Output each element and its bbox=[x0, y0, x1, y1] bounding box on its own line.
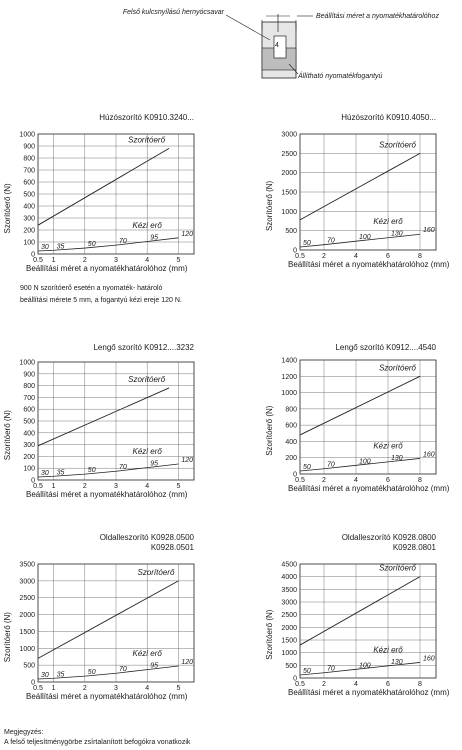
y-tick-label: 200 bbox=[285, 455, 297, 463]
screw-label: Felső kulcsnyílású hernyócsavar bbox=[122, 9, 224, 16]
y-tick-label: 500 bbox=[285, 662, 297, 670]
x-axis-label: Beállítási méret a nyomatékhatárolóhoz (mm) bbox=[288, 260, 450, 269]
y-tick-label: 2000 bbox=[19, 612, 35, 620]
chart-title: Lengő szorító K0912....4540 bbox=[335, 343, 436, 352]
y-tick-label: 3500 bbox=[281, 586, 297, 594]
y-tick-label: 600 bbox=[23, 406, 35, 414]
y-axis-label: Szorítóerő (N) bbox=[265, 609, 274, 660]
plot-frame bbox=[300, 360, 436, 474]
y-tick-label: 1500 bbox=[281, 637, 297, 645]
y-tick-label: 600 bbox=[23, 179, 35, 187]
hand-force-label: Kézi erő bbox=[373, 441, 403, 451]
y-tick-label: 100 bbox=[23, 465, 35, 473]
y-tick-label: 400 bbox=[23, 203, 35, 211]
hand-force-value-label: 70 bbox=[327, 237, 335, 245]
x-tick-label: 2 bbox=[322, 253, 326, 260]
y-tick-label: 1000 bbox=[281, 390, 297, 398]
x-tick-label: 3 bbox=[114, 685, 118, 692]
x-tick-label: 4 bbox=[354, 681, 358, 688]
y-tick-label: 3500 bbox=[19, 561, 35, 569]
x-tick-label: 3 bbox=[114, 483, 118, 490]
hand-force-label: Kézi erő bbox=[373, 217, 403, 227]
x-tick-label: 4 bbox=[145, 257, 150, 264]
y-tick-label: 500 bbox=[285, 228, 297, 236]
hand-force-value-label: 50 bbox=[87, 467, 96, 475]
chart-6 bbox=[265, 533, 450, 697]
hand-force-label: Kézi erő bbox=[132, 649, 162, 659]
example-text bbox=[20, 285, 182, 304]
x-axis-label: Beállítási méret a nyomatékhatárolóhoz (mm) bbox=[288, 484, 450, 493]
x-axis-label: Beállítási méret a nyomatékhatárolóhoz (mm) bbox=[26, 692, 188, 701]
adjustment-screw-drawing bbox=[262, 14, 296, 78]
x-tick-label: 4 bbox=[145, 483, 150, 490]
x-tick-label: 2 bbox=[82, 483, 87, 490]
y-tick-label: 800 bbox=[285, 406, 297, 414]
chart-title-2: K0928.0801 bbox=[392, 543, 436, 552]
x-tick-label: 2 bbox=[322, 477, 326, 484]
chart-2 bbox=[265, 113, 450, 269]
hand-force-value-label: 95 bbox=[150, 234, 158, 242]
y-tick-label: 700 bbox=[23, 167, 35, 175]
y-tick-label: 800 bbox=[23, 383, 35, 391]
y-tick-label: 1400 bbox=[281, 357, 297, 365]
hand-force-value-label: 120 bbox=[181, 659, 194, 667]
x-tick-label: 2 bbox=[82, 685, 87, 692]
chart-4 bbox=[265, 343, 450, 493]
mechanism-diagram bbox=[123, 9, 440, 80]
x-tick-label: 0.5 bbox=[33, 257, 43, 264]
y-tick-label: 1200 bbox=[281, 373, 297, 381]
x-tick-label: 0.5 bbox=[295, 681, 305, 688]
hand-force-value-label: 130 bbox=[391, 454, 403, 462]
clamping-force-label: Szorítóerő bbox=[128, 135, 166, 145]
y-tick-label: 1000 bbox=[281, 208, 297, 216]
hand-force-value-label: 160 bbox=[423, 451, 435, 459]
y-tick-label: 900 bbox=[23, 371, 35, 379]
footnote-heading: Megjegyzés: bbox=[4, 729, 44, 736]
x-tick-label: 8 bbox=[418, 253, 422, 260]
x-tick-label: 2 bbox=[322, 681, 326, 688]
y-tick-label: 3000 bbox=[281, 131, 297, 139]
hand-force-value-label: 100 bbox=[359, 662, 371, 670]
y-tick-label: 200 bbox=[23, 453, 35, 461]
hand-force-value-label: 30 bbox=[41, 244, 49, 251]
y-tick-label: 200 bbox=[23, 227, 35, 235]
hand-force-value-label: 120 bbox=[181, 230, 194, 238]
charts-layer bbox=[3, 113, 450, 701]
hand-force-value-label: 30 bbox=[41, 470, 49, 477]
hand-force-value-label: 50 bbox=[87, 669, 96, 677]
y-tick-label: 0 bbox=[293, 471, 297, 479]
y-tick-label: 2500 bbox=[19, 595, 35, 603]
hand-force-value-label: 100 bbox=[359, 458, 371, 466]
hand-force-value-label: 160 bbox=[423, 655, 435, 663]
chart-title: Lengő szorító K0912....3232 bbox=[93, 343, 194, 352]
hand-force-value-label: 50 bbox=[87, 241, 96, 249]
x-tick-label: 5 bbox=[176, 685, 181, 692]
hand-force-label: Kézi erő bbox=[132, 447, 162, 457]
y-tick-label: 4000 bbox=[281, 574, 297, 582]
hand-force-value-label: 70 bbox=[119, 464, 127, 472]
chart-5 bbox=[3, 533, 195, 701]
x-tick-label: 8 bbox=[418, 477, 422, 484]
hand-force-value-label: 160 bbox=[423, 227, 435, 235]
clamping-force-label: Szorítóerő bbox=[379, 563, 416, 573]
clamping-force-label: Szorítóerő bbox=[137, 567, 175, 577]
footnote-text: A felső teljesítménygörbe zsírtalanított befogókra vonatkozik bbox=[4, 739, 191, 746]
hand-force-value-label: 35 bbox=[56, 671, 65, 679]
chart-title: Oldalleszorító K0928.0800 bbox=[341, 533, 436, 542]
x-tick-label: 1 bbox=[51, 685, 56, 692]
x-tick-label: 5 bbox=[176, 483, 181, 490]
chart-title: Oldalleszorító K0928.0500 bbox=[99, 533, 194, 542]
x-tick-label: 6 bbox=[386, 681, 390, 688]
hand-force-label: Kézi erő bbox=[132, 220, 162, 230]
x-tick-label: 0.5 bbox=[33, 483, 43, 490]
y-tick-label: 900 bbox=[23, 143, 35, 151]
x-tick-label: 6 bbox=[386, 253, 390, 260]
hand-force-value-label: 50 bbox=[303, 240, 311, 247]
x-tick-label: 4 bbox=[354, 253, 358, 260]
hand-force-value-label: 35 bbox=[56, 469, 65, 477]
clamping-force-label: Szorítóerő bbox=[379, 140, 416, 150]
chart-1 bbox=[3, 113, 194, 273]
example-line-1: 900 N szorítóerő esetén a nyomaték- határoló bbox=[20, 285, 163, 292]
hand-force-value-label: 70 bbox=[327, 665, 335, 673]
y-tick-label: 800 bbox=[23, 155, 35, 163]
x-tick-label: 3 bbox=[114, 257, 118, 264]
x-tick-label: 5 bbox=[176, 257, 181, 264]
hand-force-value-label: 95 bbox=[150, 662, 158, 670]
x-tick-label: 1 bbox=[51, 483, 56, 490]
x-tick-label: 2 bbox=[82, 257, 87, 264]
x-tick-label: 6 bbox=[386, 477, 390, 484]
screw-symbol: 4 bbox=[275, 42, 279, 49]
hand-force-value-label: 70 bbox=[119, 666, 127, 674]
y-tick-label: 1000 bbox=[19, 359, 35, 367]
y-tick-label: 500 bbox=[23, 418, 35, 426]
y-tick-label: 1500 bbox=[19, 628, 35, 636]
footnote bbox=[4, 729, 191, 746]
chart-title: Húzószorító K0910.3240... bbox=[99, 113, 194, 122]
y-tick-label: 4500 bbox=[281, 561, 297, 569]
y-axis-label: Szorítóerő (N) bbox=[265, 180, 274, 232]
x-axis-label: Beállítási méret a nyomatékhatárolóhoz (mm) bbox=[26, 490, 188, 499]
y-tick-label: 1000 bbox=[19, 645, 35, 653]
y-tick-label: 400 bbox=[23, 430, 35, 438]
x-tick-label: 4 bbox=[354, 477, 358, 484]
hand-force-value-label: 50 bbox=[303, 464, 311, 471]
y-axis-label: Szorítóerő (N) bbox=[3, 410, 12, 461]
plot-frame bbox=[300, 564, 436, 678]
y-axis-label: Szorítóerő (N) bbox=[3, 183, 12, 234]
hand-force-value-label: 50 bbox=[303, 668, 311, 675]
x-tick-label: 0.5 bbox=[295, 477, 305, 484]
chart-title-2: K0928.0501 bbox=[150, 543, 194, 552]
example-line-2: beállítási mérete 5 mm, a fogantyú kézi ereje 120 N. bbox=[20, 297, 182, 304]
y-tick-label: 400 bbox=[285, 438, 297, 446]
y-tick-label: 0 bbox=[293, 247, 297, 255]
clamping-force-label: Szorítóerő bbox=[379, 363, 416, 373]
y-tick-label: 3000 bbox=[281, 599, 297, 607]
y-tick-label: 2000 bbox=[281, 170, 297, 178]
hand-force-label: Kézi erő bbox=[373, 645, 403, 655]
chart-3 bbox=[3, 343, 195, 499]
clamping-force-label: Szorítóerő bbox=[128, 374, 166, 384]
hand-force-value-label: 130 bbox=[391, 658, 403, 666]
y-tick-label: 2500 bbox=[281, 612, 297, 620]
hand-force-value-label: 100 bbox=[359, 234, 371, 242]
x-tick-label: 0.5 bbox=[295, 253, 305, 260]
y-tick-label: 2500 bbox=[281, 150, 297, 158]
y-axis-label: Szorítóerő (N) bbox=[3, 612, 12, 663]
y-tick-label: 500 bbox=[23, 662, 35, 670]
chart-title: Húzószorító K0910.4050... bbox=[341, 113, 436, 122]
y-axis-label: Szorítóerő (N) bbox=[265, 405, 274, 456]
hand-force-value-label: 70 bbox=[119, 238, 127, 246]
x-tick-label: 1 bbox=[51, 257, 56, 264]
y-tick-label: 1000 bbox=[19, 131, 35, 139]
y-tick-label: 3000 bbox=[19, 578, 35, 586]
y-tick-label: 300 bbox=[23, 215, 35, 223]
y-tick-label: 1000 bbox=[281, 650, 297, 658]
y-tick-label: 0 bbox=[31, 679, 35, 687]
y-tick-label: 300 bbox=[23, 442, 35, 450]
y-tick-label: 600 bbox=[285, 422, 297, 430]
x-axis-label: Beállítási méret a nyomatékhatárolóhoz (mm) bbox=[288, 688, 450, 697]
hand-force-value-label: 30 bbox=[41, 672, 49, 679]
hand-force-value-label: 95 bbox=[150, 460, 158, 468]
x-tick-label: 0.5 bbox=[33, 685, 43, 692]
handle-label: Állítható nyomatékfogantyú bbox=[298, 73, 383, 80]
y-tick-label: 100 bbox=[23, 239, 35, 247]
hand-force-value-label: 70 bbox=[327, 461, 335, 469]
hand-force-value-label: 35 bbox=[56, 243, 65, 251]
x-tick-label: 8 bbox=[418, 681, 422, 688]
x-tick-label: 4 bbox=[145, 685, 150, 692]
x-axis-label: Beállítási méret a nyomatékhatárolóhoz (mm) bbox=[26, 264, 188, 273]
setting-label: Beállítási méret a nyomatékhatárolóhoz bbox=[316, 13, 439, 20]
y-tick-label: 500 bbox=[23, 191, 35, 199]
y-tick-label: 0 bbox=[31, 477, 35, 485]
hand-force-value-label: 120 bbox=[181, 457, 194, 465]
y-tick-label: 700 bbox=[23, 394, 35, 402]
y-tick-label: 1500 bbox=[281, 189, 297, 197]
y-tick-label: 2000 bbox=[281, 624, 297, 632]
y-tick-label: 0 bbox=[31, 251, 35, 259]
y-tick-label: 0 bbox=[293, 675, 297, 683]
hand-force-value-label: 130 bbox=[391, 230, 403, 238]
